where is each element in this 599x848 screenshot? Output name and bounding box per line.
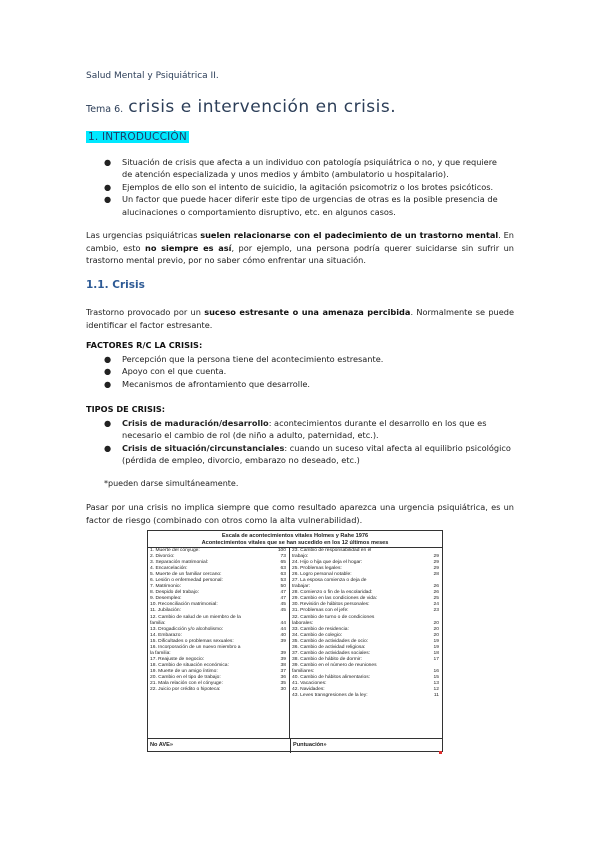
event-label: 16. Incorporación de un nuevo miembro a [150,644,241,650]
event-label: familiares: [292,668,315,674]
event-label: 12. Cambio de salud de un miembro de la [150,614,241,620]
event-label: 13. Drogadicción y/o alcoholismo: [150,626,224,632]
event-label: familia: [150,620,166,626]
factores-label: FACTORES R/C LA CRISIS: [86,340,203,350]
event-label: 26. Logro personal notable: [292,572,352,578]
event-points: 26 [433,590,439,596]
event-label: 32. Cambio de turno o de condiciones [292,614,375,620]
event-points: 50 [280,584,286,590]
event-label: trabajar: [292,584,310,590]
event-points: 36 [280,674,286,680]
event-label: 31. Problemas con el jefe: [292,608,349,614]
event-points: 28 [433,572,439,578]
event-label: trabajo: [292,554,309,560]
event-points: 40 [280,632,286,638]
table-row [148,687,289,693]
tipos-list [104,417,514,467]
scale-left-column [148,548,290,738]
scale-footer [148,738,442,752]
event-label: la familia: [150,650,171,656]
event-points: 39 [280,638,286,644]
event-label: laborales: [292,620,314,626]
event-label: 36. Cambio de actividad religiosa: [292,644,366,650]
event-points: 11 [433,693,439,699]
event-points: 20 [433,626,439,632]
event-label: 5. Muerte de un familiar cercano: [150,572,222,578]
chapter-topic: crisis e intervención en crisis. [128,97,397,117]
event-points: 35 [280,681,286,687]
bullet-icon: ● [104,418,112,428]
event-points: 19 [433,638,439,644]
event-label: 3. Separación matrimonial: [150,560,209,566]
scale-right-column [290,548,442,738]
event-points: 29 [433,560,439,566]
no-ave-label: No AVE» [150,742,173,748]
puntuacion-label: Puntuación» [293,742,327,748]
event-label: 15. Dificultades o problemas sexuales: [150,638,234,644]
factores-list [104,353,514,390]
event-label: 18. Cambio de situación económica: [150,662,229,668]
event-points: 39 [280,650,286,656]
event-points: 16 [433,668,439,674]
event-points: 47 [280,590,286,596]
tipos-label: TIPOS DE CRISIS: [86,404,166,414]
event-points: 53 [280,578,286,584]
intro-paragraph: Las urgencias psiquiátricas suelen relacionarse con el padecimiento de un trastorno mental. En cambio, esto no siempre es así, por ejemplo, una persona podría querer suicidarse sin sufrir un trastorno mental previo, por no saber cómo enfrentar una situación. [86,230,514,266]
event-label: 34. Cambio de colegio: [292,632,343,638]
event-label: 6. Lesión o enfermedad personal: [150,578,223,584]
crisis-paragraph: Trastorno provocado por un suceso estresante o una amenaza percibida. Normalmente se puede identificar el factor estresante. [86,307,514,330]
event-label: 11. Jubilación: [150,608,181,614]
event-label: 14. Embarazo: [150,632,182,638]
event-label: 25. Problemas legales: [292,566,342,572]
table-row [290,693,442,699]
event-points: 44 [280,626,286,632]
final-paragraph: Pasar por una crisis no implica siempre que como resultado aparezca una urgencia psiquiátrica, es un factor de riesgo (combinado con otros como la alta vulnerabilidad). [86,502,514,525]
event-points: 12 [433,687,439,693]
event-points: 24 [433,602,439,608]
list-item: ● Ejemplos de ello son el intento de suicidio, la agitación psicomotriz o los brotes psicóticos. [104,181,494,192]
event-points: 73 [280,554,286,560]
event-label: 24. Hijo o hija que deja el hogar: [292,560,363,566]
event-label: 20. Cambio en el tipo de trabajo: [150,674,221,680]
intro-bullet-list [104,156,514,218]
event-label: 19. Muerte de un amigo íntimo: [150,668,218,674]
list-item: ● Mecanismos de afrontamiento que desarrolle. [104,378,310,389]
event-points: 37 [280,668,286,674]
chapter-number: Tema 6. [86,104,124,115]
event-label: 41. Vacaciones: [292,681,327,687]
event-label: 4. Encarcelación: [150,566,188,572]
section-heading-introduccion: 1. INTRODUCCIÓN [88,131,187,143]
event-points: 20 [433,632,439,638]
list-item: ● Crisis de situación/circunstanciales: cuando un suceso vital afecta al equilibrio psicológico (pérdida de empleo, divorcio, embarazo no deseado, etc.) [104,442,511,466]
event-points: 44 [280,620,286,626]
event-label: 8. Despido del trabajo: [150,590,199,596]
list-item: ● Crisis de maduración/desarrollo: acontecimientos durante el desarrollo en los que es necesario el cambio de rol (de niño a adulto, paternidad, etc.). [104,418,487,441]
event-points: 23 [433,608,439,614]
event-points: 100 [277,548,286,553]
event-points: 30 [280,687,286,693]
section-heading-crisis: 1.1. Crisis [86,279,145,291]
bullet-icon: ● [104,181,112,192]
event-label: 27. La esposa comienza o deja de [292,578,367,584]
bullet-icon: ● [104,157,112,167]
event-label: 42. Navidades: [292,687,325,693]
event-points: 15 [433,674,439,680]
bullet-icon: ● [104,366,112,377]
bullet-icon: ● [104,378,112,389]
event-points: 39 [280,656,286,662]
bullet-icon: ● [104,194,112,205]
red-mark [439,751,442,754]
event-label: 39. Cambio en el número de reuniones [292,662,377,668]
event-points: 18 [433,650,439,656]
event-label: 38. Cambio de hábito de dormir: [292,656,362,662]
event-label: 21. Mala relación con el cónyuge: [150,681,223,687]
list-item: ● Un factor que puede hacer diferir este tipo de urgencias de otras es la posible presencia de alucinaciones o comportamiento disruptivo, etc. en algunos casos. [104,194,498,217]
event-label: 35. Cambio de actividades de ocio: [292,638,369,644]
simultaneous-note: *pueden darse simultáneamente. [104,479,239,488]
event-points: 63 [280,566,286,572]
event-label: 28. Comienzo o fin de la escolaridad: [292,590,373,596]
list-item: ● Apoyo con el que cuenta. [104,366,227,377]
event-points: 63 [280,572,286,578]
course-header: Salud Mental y Psiquiátrica II. [86,71,219,81]
event-label: 22. Juicio por crédito o hipoteca: [150,687,221,693]
event-label: 30. Revisión de hábitos personales: [292,602,370,608]
event-points: 29 [433,566,439,572]
event-label: 29. Cambio en las condiciones de vida: [292,596,378,602]
event-label: 10. Reconciliación matrimonial: [150,602,218,608]
event-label: 1. Muerte del cónyuge: [150,548,200,553]
list-item: ● Percepción que la persona tiene del acontecimiento estresante. [104,354,384,364]
event-points: 17 [433,656,439,662]
event-points: 65 [280,560,286,566]
event-label: 2. Divorcio: [150,554,175,560]
event-label: 17. Reajuste de negocio: [150,656,205,662]
event-points: 45 [280,602,286,608]
event-points: 20 [433,620,439,626]
event-label: 7. Matrimonio: [150,584,181,590]
event-label: 40. Cambio de hábitos alimentarios: [292,674,371,680]
event-label: 23. Cambio de responsabilidad en el [292,548,372,553]
event-points: 45 [280,608,286,614]
event-label: 9. Desempleo: [150,596,182,602]
event-points: 38 [280,662,286,668]
event-label: 43. Leves transgresiones de la ley: [292,693,368,699]
event-points: 47 [280,596,286,602]
event-points: 13 [433,681,439,687]
event-points: 29 [433,554,439,560]
chapter-title [86,97,396,117]
bullet-icon: ● [104,442,112,453]
scale-title: Escala de acontecimientos vitales Holmes y Rahe 1976 Acontecimientos vitales que se han sucedido en los 12 últimos meses [148,531,442,548]
list-item: ● Situación de crisis que afecta a un individuo con patología psiquiátrica o no, y que requiere de atención especializada y unos medios y ámbito (ambulatorio u hospitalario). [104,157,497,180]
event-points: 25 [433,596,439,602]
bullet-icon: ● [104,354,112,364]
holmes-rahe-scale-table [147,530,443,752]
event-points: 19 [433,644,439,650]
event-label: 33. Cambio de residencia: [292,626,349,632]
event-label: 37. Cambio de actividades sociales: [292,650,371,656]
event-points: 26 [433,584,439,590]
